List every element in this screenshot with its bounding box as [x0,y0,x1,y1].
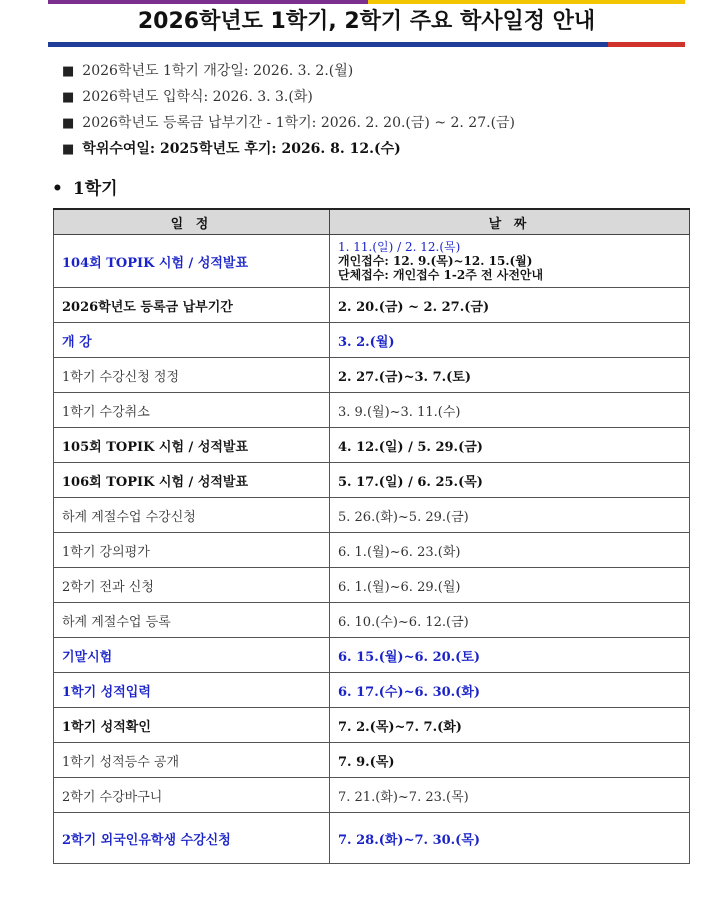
table-row [54,393,690,428]
notice-text: 2026학년도 입학식: 2026. 3. 3.(화) [82,89,313,105]
dot-bullet-icon: • [52,179,63,199]
notice-item [62,136,702,162]
section-heading [52,174,118,199]
table-row [54,778,690,813]
title-underline [48,42,685,47]
header-event: 일 정 [54,209,330,235]
table-row [54,743,690,778]
event-cell: 106회 TOPIK 시험 / 성적발표 [54,463,330,498]
header-date: 날 짜 [330,209,690,235]
event-cell: 1학기 성적등수 공개 [54,743,330,778]
date-line: 개인접수: 12. 9.(목)~12. 15.(월) [338,254,533,268]
date-cell: 6. 15.(월)~6. 20.(토) [330,638,690,673]
notice-text: 2026학년도 등록금 납부기간 - 1학기: 2026. 2. 20.(금) ~ 2. 27.(금) [82,115,516,131]
date-cell: 2. 27.(금)~3. 7.(토) [330,358,690,393]
square-bullet-icon: ■ [62,142,75,157]
notice-text: 학위수여일: 2025학년도 후기: 2026. 8. 12.(수) [82,141,401,157]
event-cell: 하계 계절수업 수강신청 [54,498,330,533]
table-header-row [54,209,690,235]
notice-item [62,110,702,136]
table-row [54,323,690,358]
table-row [54,603,690,638]
event-cell: 2학기 수강바구니 [54,778,330,813]
date-cell: 6. 10.(수)~6. 12.(금) [330,603,690,638]
page-title: 2026학년도 1학기, 2학기 주요 학사일정 안내 [137,9,596,34]
event-cell: 1학기 성적입력 [54,673,330,708]
table-row [54,498,690,533]
event-cell: 1학기 수강취소 [54,393,330,428]
date-cell: 5. 17.(일) / 6. 25.(목) [330,463,690,498]
notice-text: 2026학년도 1학기 개강일: 2026. 3. 2.(월) [82,63,354,79]
table-row [54,533,690,568]
event-cell: 기말시험 [54,638,330,673]
event-cell: 104회 TOPIK 시험 / 성적발표 [54,235,330,288]
table-row [54,813,690,864]
date-cell: 7. 21.(화)~7. 23.(목) [330,778,690,813]
event-cell: 1학기 성적확인 [54,708,330,743]
date-cell: 7. 28.(화)~7. 30.(목) [330,813,690,864]
date-cell: 7. 9.(목) [330,743,690,778]
table-row [54,638,690,673]
event-cell: 개 강 [54,323,330,358]
table-row [54,358,690,393]
date-cell: 6. 17.(수)~6. 30.(화) [330,673,690,708]
date-cell: 5. 26.(화)~5. 29.(금) [330,498,690,533]
date-cell: 3. 2.(월) [330,323,690,358]
table-row [54,235,690,288]
schedule-table [53,208,690,864]
square-bullet-icon: ■ [62,90,75,105]
notice-item [62,84,702,110]
event-cell: 2학기 외국인유학생 수강신청 [54,813,330,864]
notice-list [62,58,702,162]
event-cell: 105회 TOPIK 시험 / 성적발표 [54,428,330,463]
table-row [54,708,690,743]
date-line: 1. 11.(일) / 2. 12.(목) [338,240,461,254]
event-cell: 2학기 전과 신청 [54,568,330,603]
table-row [54,568,690,603]
table-row [54,288,690,323]
date-cell: 3. 9.(월)~3. 11.(수) [330,393,690,428]
table-row [54,463,690,498]
date-cell: 7. 2.(목)~7. 7.(화) [330,708,690,743]
section-label: 1학기 [72,179,118,199]
square-bullet-icon: ■ [62,64,75,79]
notice-item [62,58,702,84]
date-cell [330,235,690,288]
event-cell: 1학기 강의평가 [54,533,330,568]
event-cell: 하계 계절수업 등록 [54,603,330,638]
table-row [54,428,690,463]
table-row [54,673,690,708]
date-cell: 4. 12.(일) / 5. 29.(금) [330,428,690,463]
event-cell: 1학기 수강신청 정정 [54,358,330,393]
date-line: 단체접수: 개인접수 1-2주 전 사전안내 [338,268,544,282]
date-cell: 2. 20.(금) ~ 2. 27.(금) [330,288,690,323]
event-cell: 2026학년도 등록금 납부기간 [54,288,330,323]
date-cell: 6. 1.(월)~6. 23.(화) [330,533,690,568]
date-cell: 6. 1.(월)~6. 29.(월) [330,568,690,603]
square-bullet-icon: ■ [62,116,75,131]
